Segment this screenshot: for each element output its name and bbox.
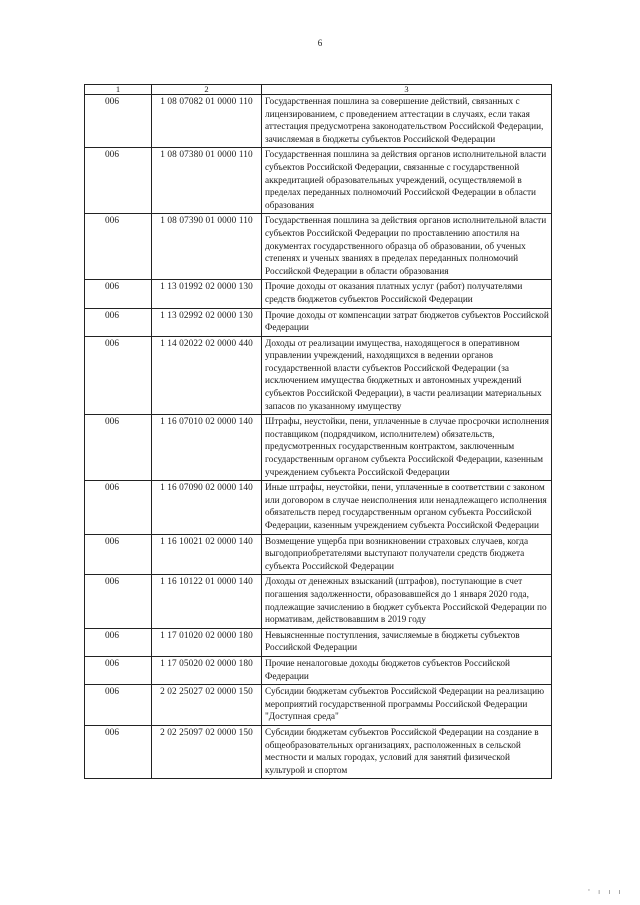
admin-code-cell: 006 <box>85 725 152 778</box>
table-row <box>85 656 552 684</box>
budget-code-cell: 1 16 10021 02 0000 140 <box>152 534 262 575</box>
revenue-name-cell: Штрафы, неустойки, пени, уплаченные в случае просрочки исполнения поставщиком (подрядчиком, исполнителем) обязательств, предусмотренных государственным контрактом, заключенным государственным органом субъекта Российской Федерации, казенным учреждением субъекта Российской Федерации <box>262 415 552 481</box>
table-body <box>85 95 552 779</box>
page-number: 6 <box>317 38 323 48</box>
revenue-name-cell: Прочие неналоговые доходы бюджетов субъектов Российской Федерации <box>262 656 552 684</box>
revenue-name-cell: Государственная пошлина за совершение действий, связанных с лицензированием, с проведением аттестации в случаях, если такая аттестация предусмотрена законодательством Российской Федерации, зачисляемая в бюджеты субъектов Российской Федерации <box>262 95 552 148</box>
budget-code-cell: 1 13 02992 02 0000 130 <box>152 308 262 336</box>
table-row <box>85 481 552 534</box>
budget-code-cell: 1 17 01020 02 0000 180 <box>152 628 262 656</box>
budget-code-cell: 1 08 07390 01 0000 110 <box>152 214 262 280</box>
scan-corner-mark: ' ı ı ı <box>588 888 624 896</box>
revenue-name-cell: Доходы от реализации имущества, находящегося в оперативном управлении учреждений, находящихся в ведении органов государственной власти субъектов Российской Федерации (за исключением имущества бюджетных и автономных учреждений субъектов Российской Федерации), в части реализации материальных запасов по указанному имуществу <box>262 336 552 415</box>
budget-code-cell: 1 16 10122 01 0000 140 <box>152 575 262 628</box>
table-row <box>85 725 552 778</box>
table-row <box>85 336 552 415</box>
table-row <box>85 280 552 308</box>
budget-revenue-table <box>84 84 552 779</box>
table-row <box>85 95 552 148</box>
revenue-name-cell: Государственная пошлина за действия органов исполнительной власти субъектов Российской Федерации, связанные с государственной аккредитацией образовательных учреждений, осуществляемой в пределах переданных полномочий Российской Федерации в области образования <box>262 148 552 214</box>
admin-code-cell: 006 <box>85 685 152 726</box>
table-row <box>85 628 552 656</box>
revenue-name-cell: Государственная пошлина за действия органов исполнительной власти субъектов Российской Федерации по проставлению апостиля на документах государственного образца об образовании, об ученых степенях и ученых званиях в пределах переданных полномочий Российской Федерации в области образования <box>262 214 552 280</box>
admin-code-cell: 006 <box>85 95 152 148</box>
admin-code-cell: 006 <box>85 415 152 481</box>
table-row <box>85 575 552 628</box>
table-row <box>85 534 552 575</box>
revenue-name-cell: Прочие доходы от оказания платных услуг (работ) получателями средств бюджетов субъектов Российской Федерации <box>262 280 552 308</box>
budget-code-cell: 1 17 05020 02 0000 180 <box>152 656 262 684</box>
revenue-name-cell: Невыясненные поступления, зачисляемые в бюджеты субъектов Российской Федерации <box>262 628 552 656</box>
revenue-name-cell: Субсидии бюджетам субъектов Российской Федерации на реализацию мероприятий государственной программы Российской Федерации "Доступная среда" <box>262 685 552 726</box>
admin-code-cell: 006 <box>85 575 152 628</box>
table-row <box>85 308 552 336</box>
revenue-name-cell: Иные штрафы, неустойки, пени, уплаченные в соответствии с законом или договором в случае неисполнения или ненадлежащего исполнения обязательств перед государственным органом субъекта Российской Федерации, казенным учреждением субъекта Российской Федерации <box>262 481 552 534</box>
column-header-code: 2 <box>152 85 262 95</box>
admin-code-cell: 006 <box>85 656 152 684</box>
admin-code-cell: 006 <box>85 280 152 308</box>
budget-code-cell: 1 08 07082 01 0000 110 <box>152 95 262 148</box>
revenue-name-cell: Прочие доходы от компенсации затрат бюджетов субъектов Российской Федерации <box>262 308 552 336</box>
budget-code-cell: 1 13 01992 02 0000 130 <box>152 280 262 308</box>
admin-code-cell: 006 <box>85 534 152 575</box>
budget-code-cell: 1 16 07010 02 0000 140 <box>152 415 262 481</box>
table-row <box>85 214 552 280</box>
admin-code-cell: 006 <box>85 628 152 656</box>
table-header-row <box>85 85 552 95</box>
budget-code-cell: 1 16 07090 02 0000 140 <box>152 481 262 534</box>
column-header-name: 3 <box>262 85 552 95</box>
budget-code-cell: 1 08 07380 01 0000 110 <box>152 148 262 214</box>
admin-code-cell: 006 <box>85 308 152 336</box>
admin-code-cell: 006 <box>85 214 152 280</box>
admin-code-cell: 006 <box>85 336 152 415</box>
revenue-name-cell: Доходы от денежных взысканий (штрафов), поступающие в счет погашения задолженности, образовавшейся до 1 января 2020 года, подлежащие зачислению в бюджет субъекта Российской Федерации по нормативам, действовавшим в 2019 году <box>262 575 552 628</box>
budget-code-cell: 2 02 25027 02 0000 150 <box>152 685 262 726</box>
revenue-name-cell: Возмещение ущерба при возникновении страховых случаев, когда выгодоприобретателями выступают получатели средств бюджета субъекта Российской Федерации <box>262 534 552 575</box>
table-row <box>85 148 552 214</box>
revenue-name-cell: Субсидии бюджетам субъектов Российской Федерации на создание в общеобразовательных организациях, расположенных в сельской местности и малых городах, условий для занятий физической культурой и спортом <box>262 725 552 778</box>
table-row <box>85 685 552 726</box>
admin-code-cell: 006 <box>85 481 152 534</box>
budget-code-cell: 2 02 25097 02 0000 150 <box>152 725 262 778</box>
budget-code-cell: 1 14 02022 02 0000 440 <box>152 336 262 415</box>
table-row <box>85 415 552 481</box>
column-header-admin: 1 <box>85 85 152 95</box>
admin-code-cell: 006 <box>85 148 152 214</box>
